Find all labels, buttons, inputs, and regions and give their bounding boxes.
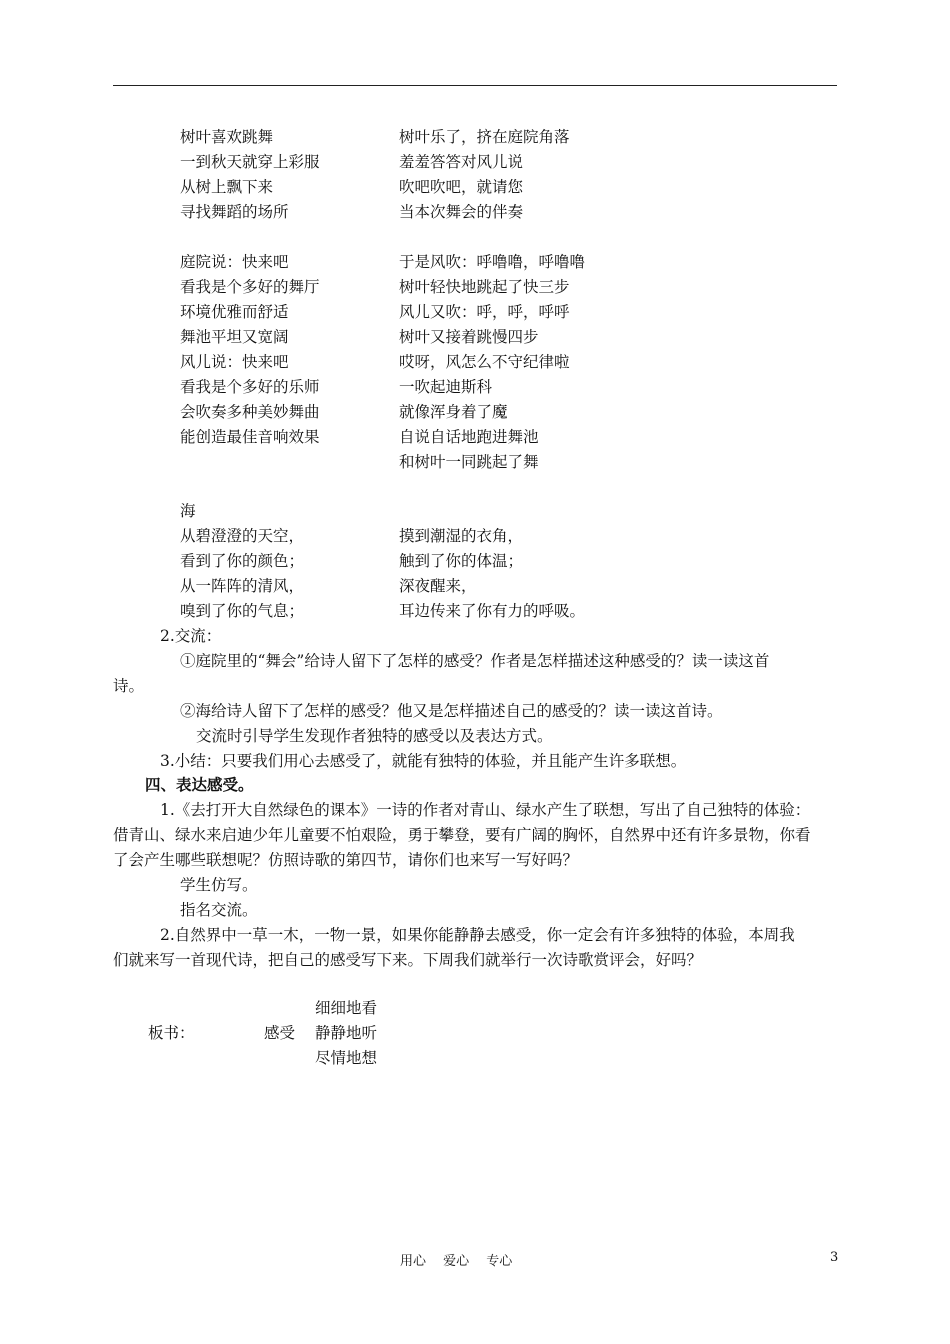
board-item: 细细地看 [315, 999, 378, 1017]
poem-line: 风儿说：快来吧 [180, 353, 289, 371]
poem-line: 哎呀，风怎么不守纪律啦 [399, 353, 570, 371]
poem-line: 于是风吹：呼噜噜，呼噜噜 [399, 253, 586, 271]
poem-line: 摸到潮湿的衣角， [399, 527, 524, 545]
poem-line: 舞池平坦又宽阔 [180, 328, 289, 346]
summary: 3.小结：只要我们用心去感受了，就能有独特的体验，并且能产生许多联想。 [160, 752, 687, 770]
header-rule [113, 85, 837, 86]
poem-line: 当本次舞会的伴奏 [399, 203, 524, 221]
question-2: ②海给诗人留下了怎样的感受？他又是怎样描述自己的感受的？读一读这首诗。 [180, 702, 723, 720]
poem-line: 会吹奏多种美妙舞曲 [180, 403, 320, 421]
board-item: 静静地听 [315, 1024, 378, 1042]
poem-line: 寻找舞蹈的场所 [180, 203, 289, 221]
poem-line: 树叶乐了，挤在庭院角落 [399, 128, 570, 146]
poem-title: 海 [180, 502, 196, 520]
poem-line: 环境优雅而舒适 [180, 303, 289, 321]
paragraph-2: 2.自然界中一草一木，一物一景，如果你能静静去感受，你一定会有许多独特的体验，本周我 [160, 926, 795, 944]
poem-line: 树叶又接着跳慢四步 [399, 328, 539, 346]
board-center: 感受 [264, 1024, 296, 1042]
poem-line: 看我是个多好的舞厅 [180, 278, 320, 296]
poem-line: 树叶喜欢跳舞 [180, 128, 274, 146]
poem-line: 一吹起迪斯科 [399, 378, 493, 396]
paragraph-1: 1.《去打开大自然绿色的课本》一诗的作者对青山、绿水产生了联想，写出了自己独特的体验： [160, 801, 811, 819]
poem-line: 从一阵阵的清风， [180, 577, 305, 595]
poem-line: 看我是个多好的乐师 [180, 378, 320, 396]
named-sharing: 指名交流。 [180, 901, 258, 919]
poem-line: 风儿又吹：呼，呼，呼呼 [399, 303, 570, 321]
paragraph-2-cont: 们就来写一首现代诗，把自己的感受写下来。下周我们就举行一次诗歌赏评会，好吗？ [113, 951, 703, 969]
poem-line: 自说自话地跑进舞池 [399, 428, 539, 446]
footer-motto: 用心 爱心 专心 [400, 1254, 513, 1269]
poem-line: 就像浑身着了魔 [399, 403, 508, 421]
page-number: 3 [830, 1250, 839, 1265]
question-1: ①庭院里的“舞会”给诗人留下了怎样的感受？作者是怎样描述这种感受的？读一读这首 [180, 652, 770, 670]
poem-line: 羞羞答答对风儿说 [399, 153, 524, 171]
poem-line: 树叶轻快地跳起了快三步 [399, 278, 570, 296]
poem-line: 庭院说：快来吧 [180, 253, 289, 271]
paragraph-1-cont: 借青山、绿水来启迪少年儿童要不怕艰险，勇于攀登，要有广阔的胸怀，自然界中还有许多景物，你看 [113, 826, 811, 844]
poem-line: 从树上飘下来 [180, 178, 274, 196]
poem-line: 吹吧吹吧，就请您 [399, 178, 524, 196]
paragraph-1-cont: 了会产生哪些联想呢？仿照诗歌的第四节，请你们也来写一写好吗？ [113, 851, 579, 869]
question-1-cont: 诗。 [113, 677, 145, 695]
guidance-note: 交流时引导学生发现作者独特的感受以及表达方式。 [196, 727, 553, 745]
poem-line: 深夜醒来， [399, 577, 477, 595]
poem-line: 嗅到了你的气息； [180, 602, 305, 620]
poem-line: 和树叶一同跳起了舞 [399, 453, 539, 471]
poem-line: 触到了你的体温； [399, 552, 524, 570]
exchange-heading: 2.交流： [160, 627, 222, 645]
board-item: 尽情地想 [315, 1049, 378, 1067]
poem-line: 耳边传来了你有力的呼吸。 [399, 602, 586, 620]
board-label: 板书： [148, 1024, 195, 1042]
student-imitation: 学生仿写。 [180, 876, 258, 894]
poem-line: 一到秋天就穿上彩服 [180, 153, 320, 171]
poem-line: 从碧澄澄的天空， [180, 527, 305, 545]
poem-line: 看到了你的颜色； [180, 552, 305, 570]
section-heading: 四、表达感受。 [145, 776, 254, 794]
poem-line: 能创造最佳音响效果 [180, 428, 320, 446]
